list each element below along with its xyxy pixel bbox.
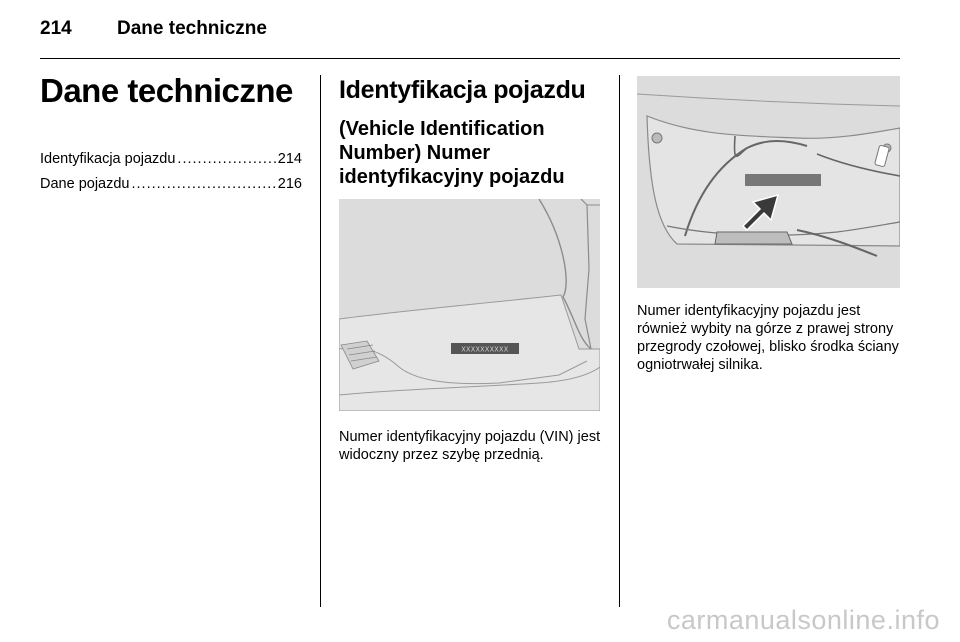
toc-leader-dots: [177, 151, 275, 167]
subsection-title: (Vehicle Identification Number) Numer identyfikacyjny pojazdu: [339, 118, 565, 188]
vin-plate-text: XXXXXXXXXX: [461, 345, 509, 354]
toc-leader-dots: [132, 176, 276, 192]
section-title: Identyfikacja pojazdu: [339, 76, 586, 104]
caption-vin-windshield: Numer identyfikacyjny pojazdu (VIN) jest widoczny przez szybę przednią.: [339, 429, 601, 463]
toc-entry-label: Dane pojazdu: [40, 176, 130, 192]
vin-bulkhead-illustration: [637, 76, 900, 288]
toc-entry-page: 216: [277, 176, 302, 192]
column-divider: [619, 75, 620, 607]
toc-entry[interactable]: [40, 176, 302, 201]
header-rule: [40, 58, 900, 59]
table-of-contents: [40, 151, 302, 201]
column-divider: [320, 75, 321, 607]
toc-entry[interactable]: [40, 151, 302, 176]
page-number: 214: [40, 18, 72, 39]
caption-vin-bulkhead: Numer identyfikacyjny pojazdu jest również wybity na górze z prawej strony przegrody czołowej, blisko środka ściany ogniotrwałej silnika.: [637, 303, 899, 373]
chapter-title: Dane techniczne: [40, 72, 293, 109]
header-title: Dane techniczne: [117, 18, 267, 39]
toc-entry-page: 214: [277, 151, 302, 167]
vin-windshield-illustration: [339, 199, 600, 411]
watermark: carmanualsonline.info: [666, 605, 940, 635]
toc-entry-label: Identyfikacja pojazdu: [40, 151, 176, 167]
